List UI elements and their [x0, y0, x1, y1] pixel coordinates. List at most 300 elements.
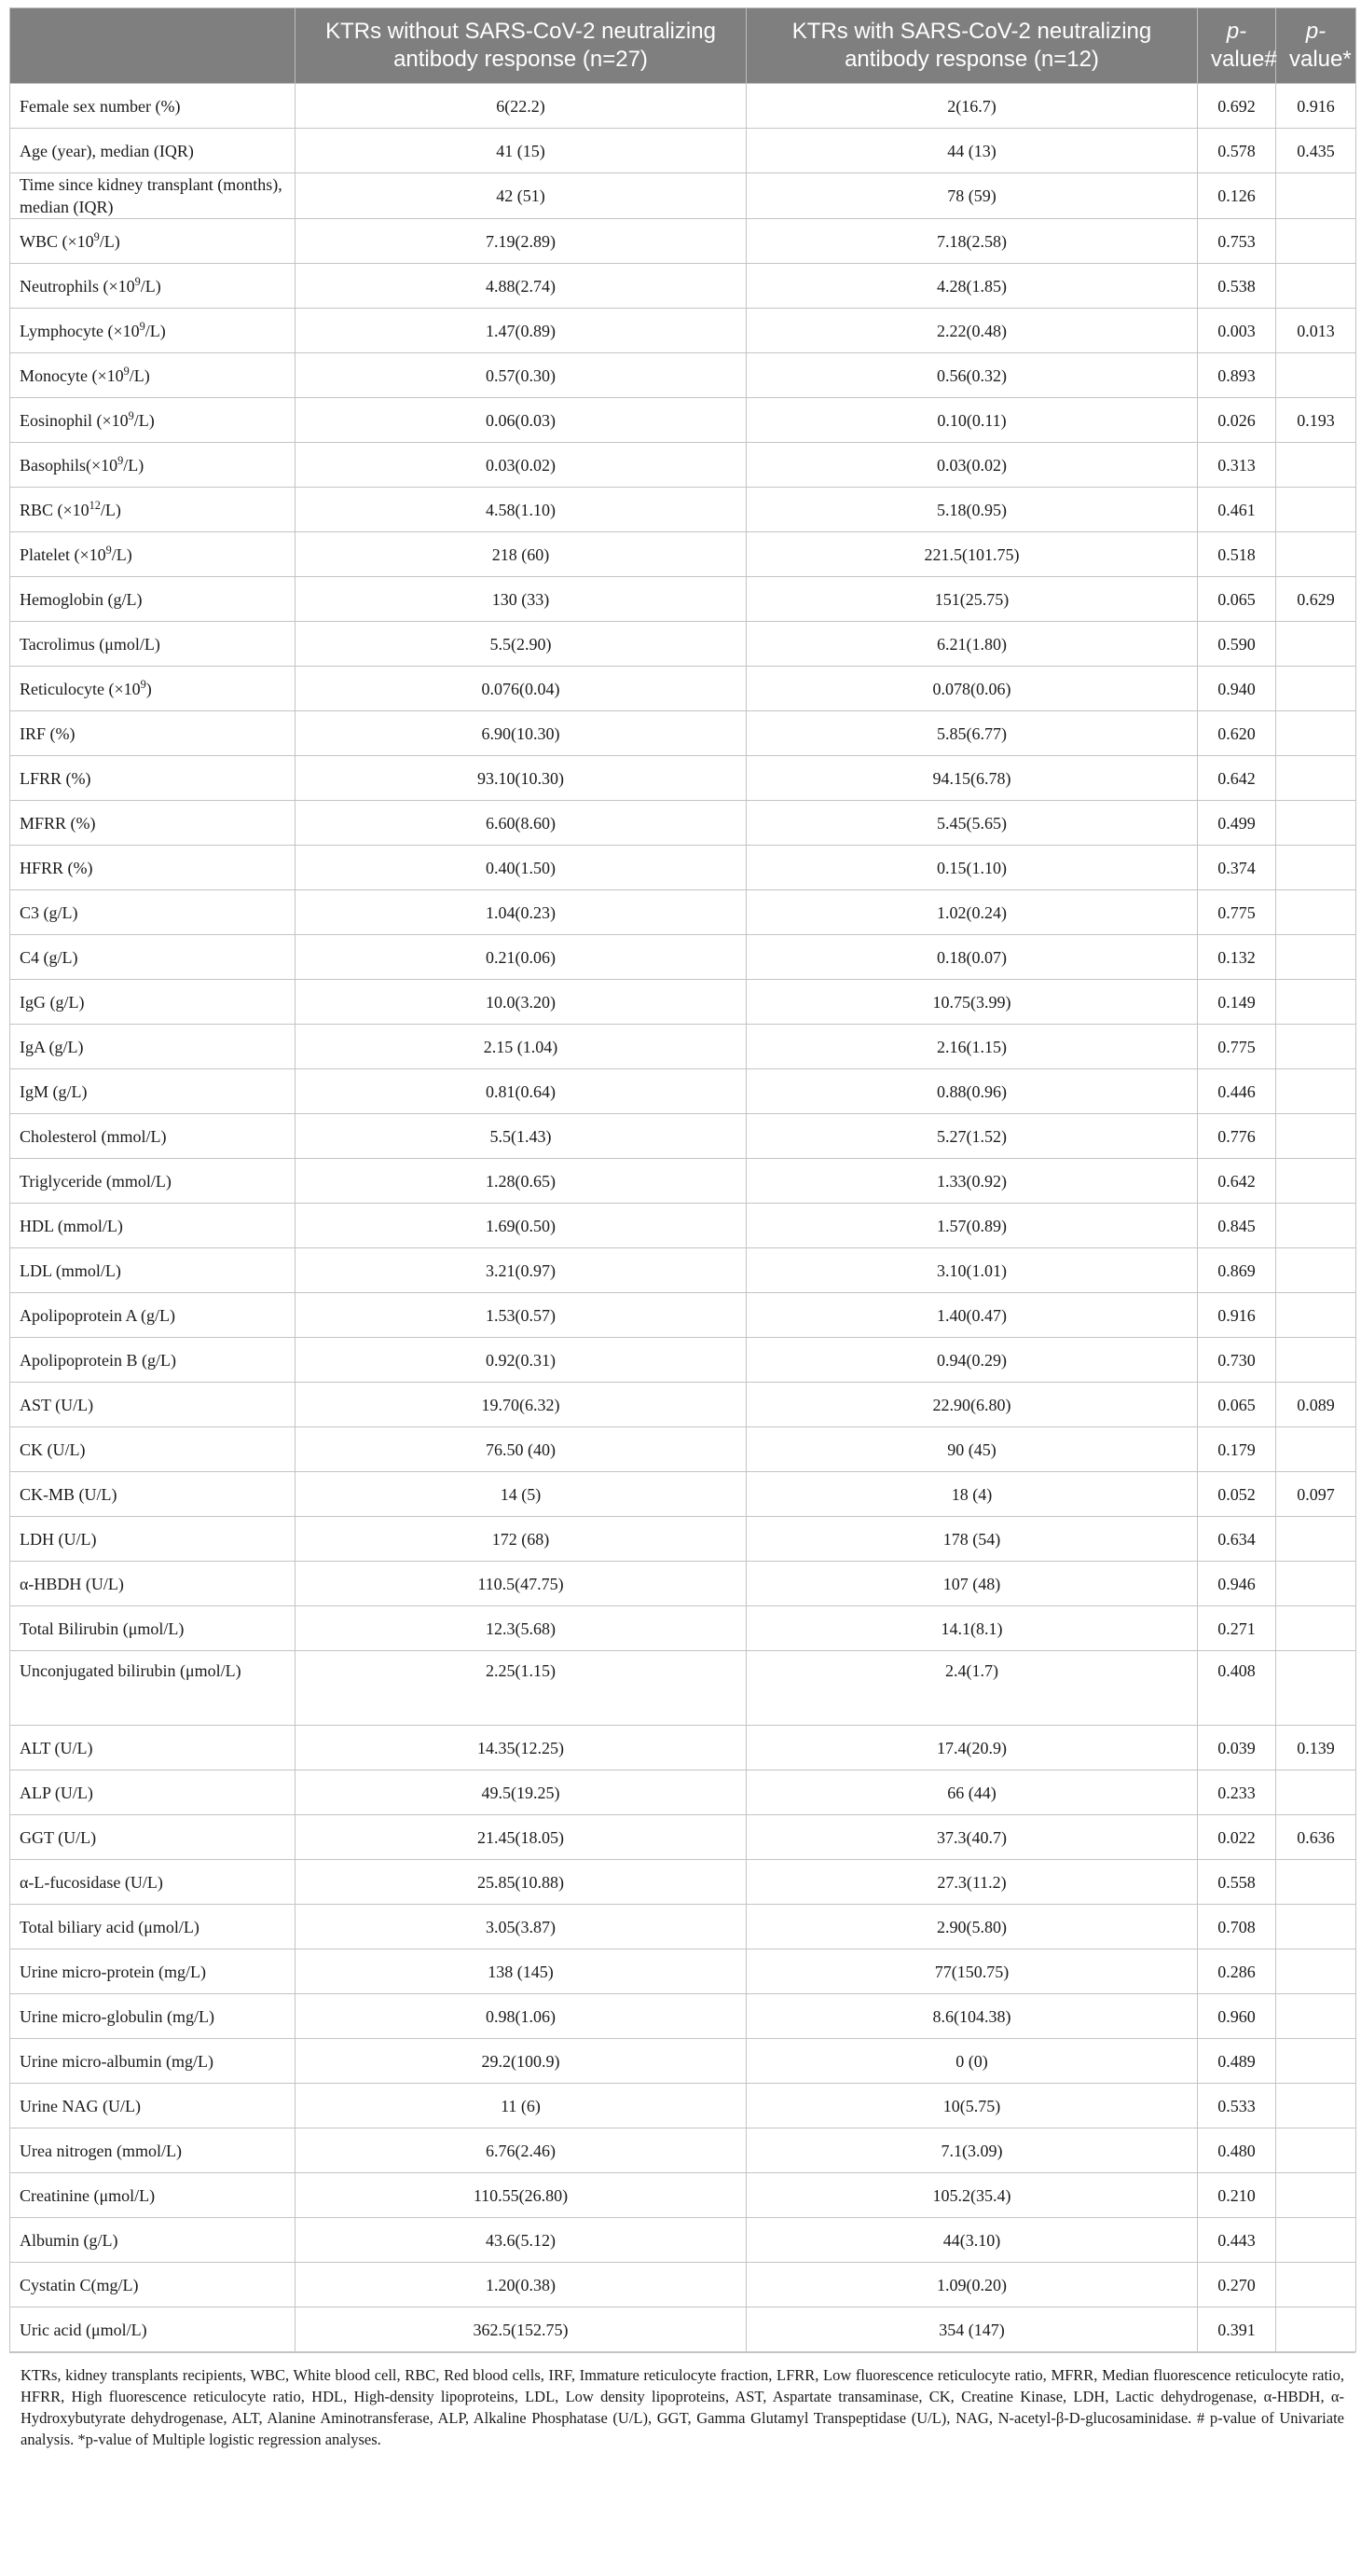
p-value-univariate: 0.065	[1198, 577, 1276, 622]
value-with-response: 2.4(1.7)	[747, 1651, 1198, 1726]
p-value-multivariate	[1276, 1159, 1356, 1204]
value-with-response: 107 (48)	[747, 1562, 1198, 1606]
value-with-response: 151(25.75)	[747, 577, 1198, 622]
p-value-multivariate	[1276, 2128, 1356, 2173]
parameter-cell	[10, 2128, 296, 2173]
parameter-name: C4 (g/L)	[20, 947, 78, 967]
parameter-name: HDL (mmol/L)	[20, 1216, 123, 1235]
parameter-name: Apolipoprotein A (g/L)	[20, 1305, 175, 1325]
value-without-response: 1.20(0.38)	[296, 2263, 747, 2307]
table-row	[10, 532, 1356, 577]
value-without-response: 110.55(26.80)	[296, 2173, 747, 2218]
parameter-cell	[10, 1994, 296, 2039]
value-without-response: 14 (5)	[296, 1472, 747, 1517]
p-value-univariate: 0.132	[1198, 935, 1276, 980]
value-without-response: 3.05(3.87)	[296, 1905, 747, 1949]
parameter-name: Eosinophil (×10	[20, 410, 129, 430]
value-with-response: 1.02(0.24)	[747, 890, 1198, 935]
header-p-multi-rest: value*	[1289, 47, 1352, 72]
value-without-response: 0.076(0.04)	[296, 667, 747, 711]
p-value-univariate: 0.026	[1198, 398, 1276, 443]
unit-exponent: 9	[123, 364, 130, 378]
p-value-univariate: 0.408	[1198, 1651, 1276, 1726]
parameter-name: AST (U/L)	[20, 1395, 94, 1414]
table-row	[10, 1383, 1356, 1427]
parameter-cell	[10, 1472, 296, 1517]
p-value-multivariate: 0.013	[1276, 309, 1356, 353]
p-value-multivariate: 0.139	[1276, 1726, 1356, 1770]
p-value-multivariate	[1276, 756, 1356, 801]
parameter-cell	[10, 129, 296, 173]
value-without-response: 42 (51)	[296, 173, 747, 219]
p-value-multivariate	[1276, 353, 1356, 398]
p-value-univariate: 0.620	[1198, 711, 1276, 756]
p-value-univariate: 0.233	[1198, 1770, 1276, 1815]
parameter-name: IgA (g/L)	[20, 1037, 84, 1056]
value-without-response: 49.5(19.25)	[296, 1770, 747, 1815]
value-without-response: 0.03(0.02)	[296, 443, 747, 488]
parameter-name: Hemoglobin (g/L)	[20, 589, 143, 609]
parameter-cell	[10, 1159, 296, 1204]
p-value-multivariate	[1276, 2173, 1356, 2218]
parameter-cell	[10, 1860, 296, 1905]
table-row	[10, 711, 1356, 756]
p-value-multivariate	[1276, 711, 1356, 756]
parameter-cell	[10, 1949, 296, 1994]
table-row	[10, 2039, 1356, 2084]
value-without-response: 0.40(1.50)	[296, 846, 747, 890]
comparison-table-container	[9, 7, 1355, 2450]
parameter-cell	[10, 1606, 296, 1651]
p-value-multivariate	[1276, 1606, 1356, 1651]
value-without-response: 11 (6)	[296, 2084, 747, 2128]
parameter-cell	[10, 622, 296, 667]
value-without-response: 1.47(0.89)	[296, 309, 747, 353]
header-p-value-multivariate	[1276, 8, 1356, 84]
parameter-cell	[10, 890, 296, 935]
parameter-name: IgG (g/L)	[20, 992, 85, 1012]
parameter-cell	[10, 1338, 296, 1383]
unit-exponent: 9	[139, 319, 145, 333]
p-value-univariate: 0.916	[1198, 1293, 1276, 1338]
p-value-univariate: 0.960	[1198, 1994, 1276, 2039]
header-row	[10, 8, 1356, 84]
parameter-name: Time since kidney transplant (months), median (IQR)	[20, 175, 282, 216]
parameter-name: IRF (%)	[20, 723, 76, 743]
header-p-uni-italic: p-	[1226, 19, 1247, 44]
p-value-univariate: 0.270	[1198, 2263, 1276, 2307]
p-value-univariate: 0.730	[1198, 1338, 1276, 1383]
unit-suffix: /L)	[111, 544, 132, 564]
value-with-response: 18 (4)	[747, 1472, 1198, 1517]
value-without-response: 43.6(5.12)	[296, 2218, 747, 2263]
value-with-response: 8.6(104.38)	[747, 1994, 1198, 2039]
p-value-univariate: 0.558	[1198, 1860, 1276, 1905]
table-row	[10, 1815, 1356, 1860]
table-row	[10, 264, 1356, 309]
parameter-name: Unconjugated bilirubin (μmol/L)	[20, 1661, 241, 1680]
parameter-cell	[10, 84, 296, 129]
table-row	[10, 398, 1356, 443]
value-without-response: 6.90(10.30)	[296, 711, 747, 756]
table-footnote: KTRs, kidney transplants recipients, WBC, White blood cell, RBC, Red blood cells, IRF, Immature reticulocyte fraction, LFRR, Low fluorescence reticulocyte ratio, MFRR, Median fluorescence reticulocyte ratio, HFRR, High fluorescence reticulocyte ratio, HDL, High-density lipoproteins, LDL, Low density lipoproteins, AST, Aspartate transaminase, CK, Creatine Kinase, LDH, Lactic dehydrogenase, α-HBDH, α-Hydroxybutyrate dehydrogenase, ALT, Alanine Aminotransferase, ALP, Alkaline Phosphatase (U/L), GGT, Gamma Glutamyl Transpeptidase (U/L), NAG, N-acetyl-β-D-glucosaminidase. # p-value of Univariate analysis. *p-value of Multiple logistic regression analyses.	[9, 2352, 1355, 2450]
parameter-name: Total biliary acid (μmol/L)	[20, 1917, 199, 1936]
parameter-name: GGT (U/L)	[20, 1827, 97, 1847]
p-value-multivariate: 0.193	[1276, 398, 1356, 443]
p-value-multivariate: 0.435	[1276, 129, 1356, 173]
parameter-name: CK (U/L)	[20, 1440, 86, 1459]
value-with-response: 66 (44)	[747, 1770, 1198, 1815]
value-with-response: 10.75(3.99)	[747, 980, 1198, 1025]
table-row	[10, 1427, 1356, 1472]
p-value-univariate: 0.480	[1198, 2128, 1276, 2173]
table-row	[10, 1159, 1356, 1204]
p-value-univariate: 0.313	[1198, 443, 1276, 488]
value-without-response: 1.53(0.57)	[296, 1293, 747, 1338]
parameter-name: Lymphocyte (×10	[20, 321, 140, 340]
value-without-response: 76.50 (40)	[296, 1427, 747, 1472]
value-without-response: 110.5(47.75)	[296, 1562, 747, 1606]
value-with-response: 44(3.10)	[747, 2218, 1198, 2263]
value-without-response: 6.76(2.46)	[296, 2128, 747, 2173]
parameter-name: Tacrolimus (μmol/L)	[20, 634, 160, 654]
parameter-name: HFRR (%)	[20, 858, 93, 877]
p-value-multivariate	[1276, 488, 1356, 532]
p-value-univariate: 0.210	[1198, 2173, 1276, 2218]
header-p-multi-italic: p-	[1305, 19, 1327, 44]
table-row	[10, 1562, 1356, 1606]
p-value-multivariate	[1276, 443, 1356, 488]
value-with-response: 354 (147)	[747, 2307, 1198, 2352]
header-p-value-univariate	[1198, 8, 1276, 84]
p-value-univariate: 0.692	[1198, 84, 1276, 129]
parameter-name: RBC (×10	[20, 500, 89, 519]
value-with-response: 77(150.75)	[747, 1949, 1198, 1994]
header-parameter	[10, 8, 296, 84]
p-value-univariate: 0.271	[1198, 1606, 1276, 1651]
parameter-name: Urine NAG (U/L)	[20, 2096, 141, 2115]
value-without-response: 138 (145)	[296, 1949, 747, 1994]
table-row	[10, 1770, 1356, 1815]
unit-suffix: /L)	[133, 410, 155, 430]
p-value-univariate: 0.052	[1198, 1472, 1276, 1517]
value-without-response: 1.69(0.50)	[296, 1204, 747, 1248]
value-without-response: 25.85(10.88)	[296, 1860, 747, 1905]
p-value-univariate: 0.003	[1198, 309, 1276, 353]
parameter-name: LDL (mmol/L)	[20, 1260, 121, 1280]
value-with-response: 0.10(0.11)	[747, 398, 1198, 443]
parameter-name: Female sex number (%)	[20, 96, 181, 116]
p-value-univariate: 0.634	[1198, 1517, 1276, 1562]
p-value-multivariate	[1276, 1025, 1356, 1069]
parameter-name: Urine micro-globulin (mg/L)	[20, 2006, 214, 2026]
table-row	[10, 801, 1356, 846]
parameter-cell	[10, 1114, 296, 1159]
p-value-univariate: 0.149	[1198, 980, 1276, 1025]
parameter-name: LDH (U/L)	[20, 1529, 97, 1549]
parameter-cell	[10, 443, 296, 488]
parameter-name: Creatinine (μmol/L)	[20, 2185, 156, 2205]
parameter-cell	[10, 1293, 296, 1338]
value-with-response: 0 (0)	[747, 2039, 1198, 2084]
table-row	[10, 2218, 1356, 2263]
p-value-multivariate	[1276, 667, 1356, 711]
table-row	[10, 2263, 1356, 2307]
p-value-univariate: 0.022	[1198, 1815, 1276, 1860]
parameter-name: MFRR (%)	[20, 813, 96, 833]
value-without-response: 29.2(100.9)	[296, 2039, 747, 2084]
parameter-cell	[10, 2084, 296, 2128]
value-without-response: 5.5(1.43)	[296, 1114, 747, 1159]
p-value-multivariate	[1276, 1293, 1356, 1338]
value-with-response: 1.33(0.92)	[747, 1159, 1198, 1204]
value-without-response: 1.28(0.65)	[296, 1159, 747, 1204]
unit-suffix: /L)	[123, 455, 144, 475]
table-row	[10, 173, 1356, 219]
parameter-cell	[10, 1562, 296, 1606]
parameter-name: Uric acid (μmol/L)	[20, 2320, 147, 2339]
value-without-response: 41 (15)	[296, 129, 747, 173]
value-with-response: 78 (59)	[747, 173, 1198, 219]
parameter-cell	[10, 1025, 296, 1069]
p-value-univariate: 0.518	[1198, 532, 1276, 577]
table-row	[10, 1949, 1356, 1994]
p-value-multivariate	[1276, 1204, 1356, 1248]
table-row	[10, 1517, 1356, 1562]
p-value-univariate: 0.642	[1198, 756, 1276, 801]
parameter-cell	[10, 667, 296, 711]
value-without-response: 4.58(1.10)	[296, 488, 747, 532]
parameter-cell	[10, 219, 296, 264]
value-without-response: 21.45(18.05)	[296, 1815, 747, 1860]
unit-exponent: 9	[105, 543, 112, 557]
p-value-univariate: 0.775	[1198, 1025, 1276, 1069]
parameter-cell	[10, 1905, 296, 1949]
p-value-univariate: 0.776	[1198, 1114, 1276, 1159]
parameter-cell	[10, 2218, 296, 2263]
p-value-multivariate	[1276, 173, 1356, 219]
value-with-response: 0.94(0.29)	[747, 1338, 1198, 1383]
p-value-univariate: 0.893	[1198, 353, 1276, 398]
value-with-response: 2.90(5.80)	[747, 1905, 1198, 1949]
parameter-cell	[10, 173, 296, 219]
unit-exponent: 12	[89, 498, 101, 512]
p-value-multivariate	[1276, 1114, 1356, 1159]
value-with-response: 5.45(5.65)	[747, 801, 1198, 846]
value-with-response: 5.85(6.77)	[747, 711, 1198, 756]
parameter-name: Triglyceride (mmol/L)	[20, 1171, 172, 1191]
p-value-multivariate	[1276, 1517, 1356, 1562]
value-with-response: 0.88(0.96)	[747, 1069, 1198, 1114]
p-value-univariate: 0.578	[1198, 129, 1276, 173]
table-body	[10, 84, 1356, 2352]
value-without-response: 93.10(10.30)	[296, 756, 747, 801]
table-row	[10, 2307, 1356, 2352]
p-value-univariate: 0.286	[1198, 1949, 1276, 1994]
table-row	[10, 1726, 1356, 1770]
parameter-name: Age (year), median (IQR)	[20, 141, 194, 160]
unit-exponent: 9	[93, 229, 100, 243]
value-with-response: 2(16.7)	[747, 84, 1198, 129]
table-header	[10, 8, 1356, 84]
value-without-response: 172 (68)	[296, 1517, 747, 1562]
table-row	[10, 219, 1356, 264]
value-with-response: 178 (54)	[747, 1517, 1198, 1562]
value-with-response: 10(5.75)	[747, 2084, 1198, 2128]
parameter-cell	[10, 980, 296, 1025]
table-row	[10, 129, 1356, 173]
value-without-response: 10.0(3.20)	[296, 980, 747, 1025]
p-value-multivariate	[1276, 1905, 1356, 1949]
value-without-response: 6.60(8.60)	[296, 801, 747, 846]
unit-exponent: 9	[134, 274, 141, 288]
parameter-cell	[10, 577, 296, 622]
p-value-multivariate	[1276, 1770, 1356, 1815]
table-row	[10, 1472, 1356, 1517]
value-without-response: 130 (33)	[296, 577, 747, 622]
value-with-response: 27.3(11.2)	[747, 1860, 1198, 1905]
value-with-response: 44 (13)	[747, 129, 1198, 173]
p-value-univariate: 0.845	[1198, 1204, 1276, 1248]
value-with-response: 0.078(0.06)	[747, 667, 1198, 711]
p-value-multivariate	[1276, 2084, 1356, 2128]
table-row	[10, 2128, 1356, 2173]
value-without-response: 2.15 (1.04)	[296, 1025, 747, 1069]
parameter-name: ALT (U/L)	[20, 1738, 93, 1757]
p-value-multivariate	[1276, 1651, 1356, 1726]
p-value-multivariate	[1276, 1994, 1356, 2039]
value-without-response: 0.81(0.64)	[296, 1069, 747, 1114]
value-with-response: 7.1(3.09)	[747, 2128, 1198, 2173]
parameter-cell	[10, 2039, 296, 2084]
value-with-response: 2.22(0.48)	[747, 309, 1198, 353]
value-without-response: 0.21(0.06)	[296, 935, 747, 980]
parameter-name: ALP (U/L)	[20, 1783, 93, 1802]
parameter-name: Urine micro-albumin (mg/L)	[20, 2051, 213, 2071]
p-value-univariate: 0.391	[1198, 2307, 1276, 2352]
value-with-response: 0.56(0.32)	[747, 353, 1198, 398]
value-with-response: 14.1(8.1)	[747, 1606, 1198, 1651]
value-with-response: 1.57(0.89)	[747, 1204, 1198, 1248]
unit-suffix: /L)	[99, 231, 120, 251]
p-value-multivariate	[1276, 1338, 1356, 1383]
parameter-name: LFRR (%)	[20, 768, 91, 788]
p-value-univariate: 0.179	[1198, 1427, 1276, 1472]
p-value-multivariate: 0.916	[1276, 84, 1356, 129]
parameter-name: Basophils(×10	[20, 455, 118, 475]
parameter-cell	[10, 532, 296, 577]
parameter-cell	[10, 1517, 296, 1562]
p-value-multivariate: 0.636	[1276, 1815, 1356, 1860]
table-row	[10, 846, 1356, 890]
p-value-multivariate: 0.089	[1276, 1383, 1356, 1427]
parameter-cell	[10, 488, 296, 532]
unit-exponent: 9	[117, 453, 124, 467]
table-row	[10, 890, 1356, 935]
value-with-response: 5.27(1.52)	[747, 1114, 1198, 1159]
unit-exponent: 9	[140, 677, 146, 691]
value-with-response: 94.15(6.78)	[747, 756, 1198, 801]
parameter-cell	[10, 1726, 296, 1770]
table-row	[10, 980, 1356, 1025]
value-with-response: 37.3(40.7)	[747, 1815, 1198, 1860]
ktr-comparison-table	[9, 7, 1356, 2352]
p-value-univariate: 0.489	[1198, 2039, 1276, 2084]
p-value-univariate: 0.946	[1198, 1562, 1276, 1606]
value-without-response: 0.06(0.03)	[296, 398, 747, 443]
parameter-cell	[10, 2173, 296, 2218]
parameter-cell	[10, 264, 296, 309]
table-row	[10, 1860, 1356, 1905]
table-row	[10, 1204, 1356, 1248]
value-without-response: 362.5(152.75)	[296, 2307, 747, 2352]
value-without-response: 12.3(5.68)	[296, 1606, 747, 1651]
value-with-response: 0.03(0.02)	[747, 443, 1198, 488]
p-value-univariate: 0.753	[1198, 219, 1276, 264]
unit-suffix: /L)	[100, 500, 121, 519]
table-row	[10, 309, 1356, 353]
parameter-cell	[10, 309, 296, 353]
p-value-univariate: 0.538	[1198, 264, 1276, 309]
parameter-cell	[10, 756, 296, 801]
table-row	[10, 577, 1356, 622]
p-value-univariate: 0.039	[1198, 1726, 1276, 1770]
p-value-univariate: 0.642	[1198, 1159, 1276, 1204]
p-value-multivariate: 0.097	[1276, 1472, 1356, 1517]
p-value-multivariate	[1276, 1949, 1356, 1994]
value-without-response: 5.5(2.90)	[296, 622, 747, 667]
p-value-multivariate	[1276, 890, 1356, 935]
table-row	[10, 1994, 1356, 2039]
parameter-cell	[10, 1815, 296, 1860]
parameter-name: Neutrophils (×10	[20, 276, 135, 296]
table-row	[10, 667, 1356, 711]
value-without-response: 0.57(0.30)	[296, 353, 747, 398]
p-value-univariate: 0.374	[1198, 846, 1276, 890]
parameter-name: Urine micro-protein (mg/L)	[20, 1962, 206, 1981]
parameter-cell	[10, 398, 296, 443]
unit-suffix: /L)	[144, 321, 166, 340]
p-value-multivariate	[1276, 2263, 1356, 2307]
parameter-name: Albumin (g/L)	[20, 2230, 118, 2250]
table-row	[10, 488, 1356, 532]
p-value-multivariate	[1276, 622, 1356, 667]
parameter-name: α-L-fucosidase (U/L)	[20, 1872, 163, 1892]
parameter-cell	[10, 353, 296, 398]
value-with-response: 105.2(35.4)	[747, 2173, 1198, 2218]
parameter-name: Platelet (×10	[20, 544, 106, 564]
p-value-multivariate	[1276, 1427, 1356, 1472]
unit-suffix: )	[145, 679, 152, 698]
parameter-cell	[10, 2263, 296, 2307]
value-without-response: 0.92(0.31)	[296, 1338, 747, 1383]
parameter-cell	[10, 1427, 296, 1472]
unit-suffix: /L)	[129, 365, 150, 385]
value-without-response: 14.35(12.25)	[296, 1726, 747, 1770]
parameter-cell	[10, 1204, 296, 1248]
table-row	[10, 1293, 1356, 1338]
header-with-response: KTRs with SARS-CoV-2 neutralizing antibody response (n=12)	[747, 8, 1198, 84]
parameter-cell	[10, 846, 296, 890]
parameter-name: Reticulocyte (×10	[20, 679, 141, 698]
p-value-multivariate: 0.629	[1276, 577, 1356, 622]
value-with-response: 90 (45)	[747, 1427, 1198, 1472]
table-row	[10, 1905, 1356, 1949]
table-row	[10, 1338, 1356, 1383]
p-value-univariate: 0.869	[1198, 1248, 1276, 1293]
value-with-response: 6.21(1.80)	[747, 622, 1198, 667]
parameter-name: Apolipoprotein B (g/L)	[20, 1350, 176, 1370]
